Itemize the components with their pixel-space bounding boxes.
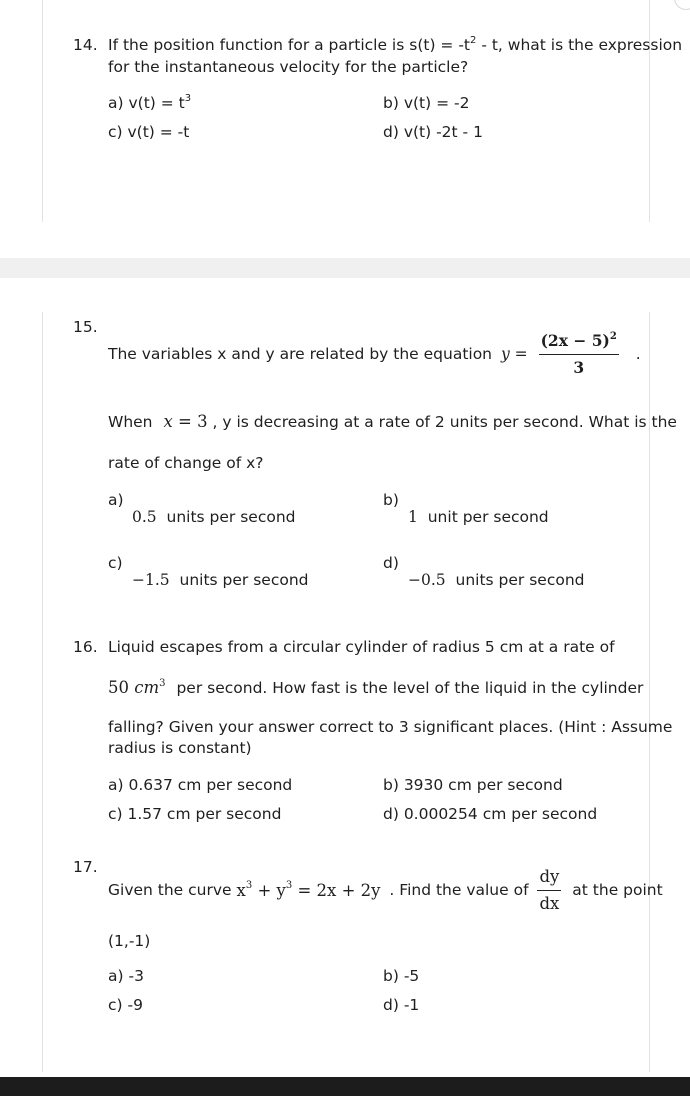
corner-decoration [674, 0, 690, 10]
right-border-top [649, 0, 650, 222]
question-condition: When x = 3 , y is decreasing at a rate of 2 units per second. What is the [108, 412, 677, 431]
equation-fraction: $\frac{(2x - 5)^2}{3}$ [540, 330, 617, 377]
derivative-fraction: $\frac{dy}{dx}$ [539, 867, 560, 913]
option-c[interactable]: c) v(t) = -t [108, 123, 190, 141]
option-c-label[interactable]: c) [108, 554, 123, 572]
option-d[interactable]: d) -1 [383, 996, 420, 1014]
option-b[interactable]: b) 3930 cm per second [383, 776, 563, 794]
option-b[interactable]: b) v(t) = -2 [383, 94, 470, 112]
option-a[interactable]: a) $v(t) = t^3$ [108, 92, 192, 112]
option-a[interactable]: a) 0.637 cm per second [108, 776, 293, 794]
question-text: Given the curve $x^3 + y^3 = 2x + 2y$ . Find the value of $\frac{dy}{dx}$ at the point [108, 867, 663, 913]
option-d[interactable]: d) v(t) -2t - 1 [383, 123, 483, 141]
section-divider [0, 258, 690, 278]
question-text-line3: falling? Given your answer correct to 3 significant places. (Hint : Assume [108, 718, 673, 736]
footer-bar [0, 1077, 690, 1096]
question-text-line2: rate of change of x? [108, 454, 264, 472]
option-a-label[interactable]: a) [108, 491, 124, 509]
question-text-line2: for the instantaneous velocity for the particle? [108, 58, 469, 76]
left-border-top [42, 0, 43, 222]
question-number: 14. [73, 36, 98, 54]
question-number: 17. [73, 858, 98, 876]
question-text-line2: 50 $cm^3$ per second. How fast is the level of the liquid in the cylinder [108, 677, 644, 697]
option-b[interactable]: b) -5 [383, 967, 420, 985]
option-d[interactable]: −0.5 units per second [408, 571, 585, 589]
question-number: 16. [73, 638, 98, 656]
option-a[interactable]: a) -3 [108, 967, 144, 985]
question-text: The variables x and y are related by the equation y = $\frac{(2x - 5)^2}{3}$ . [108, 330, 641, 377]
option-c[interactable]: c) -9 [108, 996, 143, 1014]
option-c[interactable]: −1.5 units per second [132, 571, 309, 589]
question-text: If the position function for a particle is $s(t) = -t^2 - t$, what is the expression [108, 34, 683, 54]
question-point: (1,-1) [108, 932, 151, 950]
option-b-label[interactable]: b) [383, 491, 399, 509]
question-text: Liquid escapes from a circular cylinder of radius 5 cm at a rate of [108, 638, 615, 656]
question-text-line4: radius is constant) [108, 739, 252, 757]
option-c[interactable]: c) 1.57 cm per second [108, 805, 282, 823]
question-number: 15. [73, 318, 98, 336]
left-border-bottom [42, 312, 43, 1072]
option-d[interactable]: d) 0.000254 cm per second [383, 805, 598, 823]
option-d-label[interactable]: d) [383, 554, 399, 572]
option-a[interactable]: 0.5 units per second [132, 508, 296, 526]
option-b[interactable]: 1 unit per second [408, 508, 549, 526]
